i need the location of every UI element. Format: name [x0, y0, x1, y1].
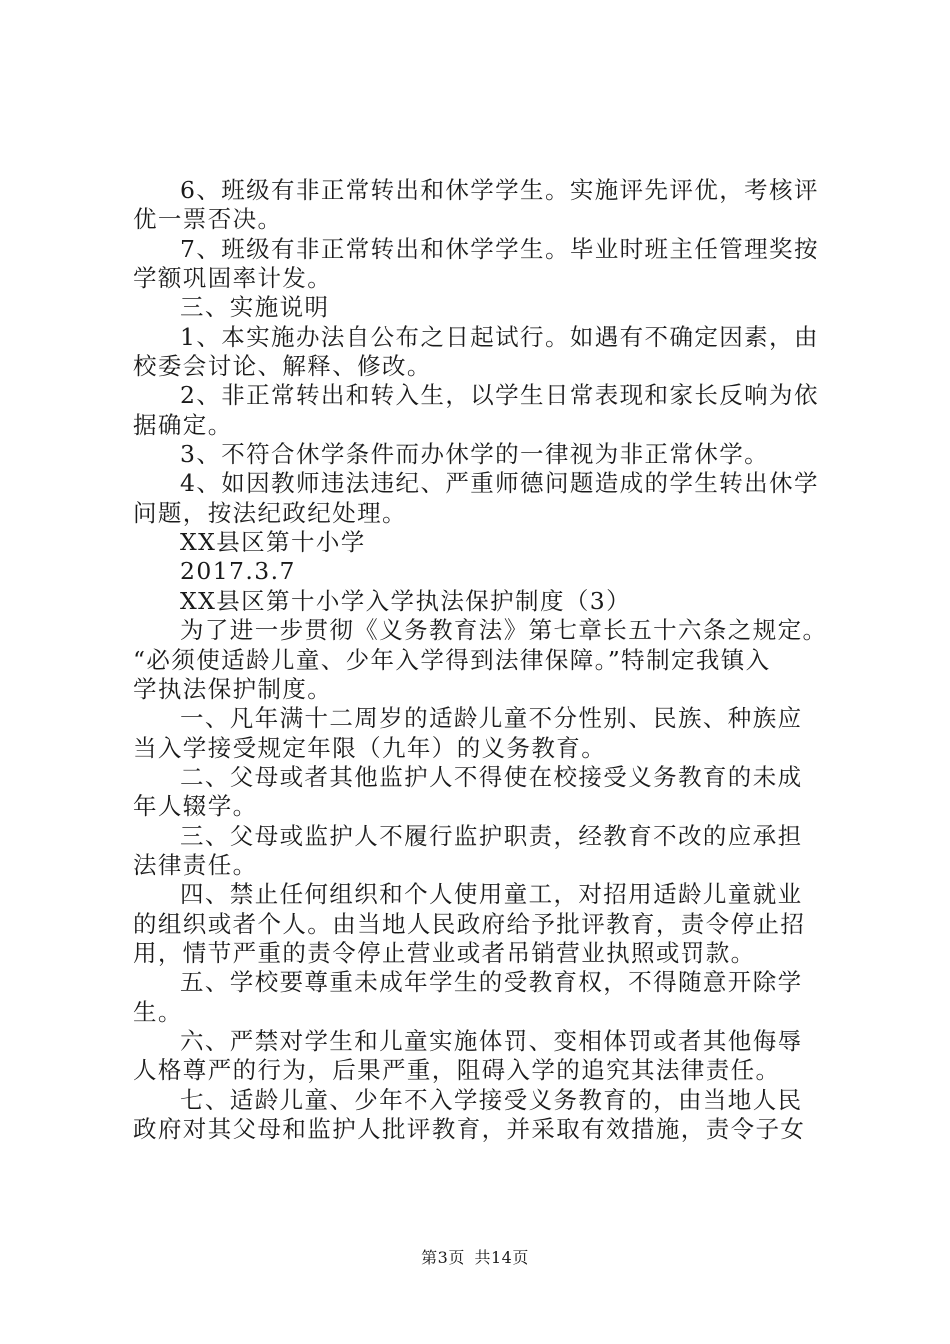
text-line: 三、父母或监护人不履行监护职责，经教育不改的应承担	[180, 821, 803, 850]
document-body	[133, 176, 833, 1144]
text-line: 三、实施说明	[180, 293, 330, 322]
text-line: 六、严禁对学生和儿童实施体罚、变相体罚或者其他侮辱	[180, 1026, 803, 1055]
text-line: 生。	[133, 997, 183, 1026]
page-footer	[0, 1245, 950, 1268]
text-line: 用，情节严重的责令停止营业或者吊销营业执照或罚款。	[133, 938, 756, 967]
text-line: 学额巩固率计发。	[133, 264, 333, 293]
text-line: 校委会讨论、解释、修改。	[133, 352, 432, 381]
text-line: 人格尊严的行为，后果严重，阻碍入学的追究其法律责任。	[133, 1056, 781, 1085]
text-line: 一、凡年满十二周岁的适龄儿童不分性别、民族、种族应	[180, 704, 803, 733]
text-line: XX县区第十小学入学执法保护制度（3）	[180, 586, 632, 615]
text-line: 四、禁止任何组织和个人使用童工，对招用适龄儿童就业	[180, 880, 803, 909]
text-line: 4、如因教师违法违纪、严重师德问题造成的学生转出休学	[180, 469, 819, 498]
text-line: 问题，按法纪政纪处理。	[133, 498, 407, 527]
text-line: 学执法保护制度。	[133, 674, 333, 703]
text-line: 当入学接受规定年限（九年）的义务教育。	[133, 733, 607, 762]
text-line: XX县区第十小学	[180, 528, 366, 557]
text-line: 法律责任。	[133, 850, 258, 879]
text-line: 为了进一步贯彻《义务教育法》第七章长五十六条之规定。	[180, 616, 828, 645]
text-line: 3、不符合休学条件而办休学的一律视为非正常休学。	[180, 440, 770, 469]
text-line: 2、非正常转出和转入生，以学生日常表现和家长反响为依	[180, 381, 819, 410]
text-line: 政府对其父母和监护人批评教育，并采取有效措施，责令子女	[133, 1115, 806, 1143]
text-line: 1、本实施办法自公布之日起试行。如遇有不确定因素，由	[180, 322, 819, 351]
text-line: 二、父母或者其他监护人不得使在校接受义务教育的未成	[180, 762, 803, 791]
text-line: 年人辍学。	[133, 792, 258, 821]
page-number: 第3页	[421, 1248, 465, 1267]
text-line: 6、班级有非正常转出和休学学生。实施评先评优，考核评	[180, 176, 819, 204]
text-line: “必须使适龄儿童、少年入学得到法律保障。”特制定我镇入	[133, 645, 771, 674]
text-line: 的组织或者个人。由当地人民政府给予批评教育，责令停止招	[133, 909, 806, 938]
text-line: 7、班级有非正常转出和休学学生。毕业时班主任管理奖按	[180, 234, 819, 263]
text-line: 优一票否决。	[133, 205, 283, 234]
text-line: 2017.3.7	[180, 557, 296, 586]
page-total: 共14页	[474, 1248, 529, 1267]
text-line: 五、学校要尊重未成年学生的受教育权，不得随意开除学	[180, 968, 803, 997]
text-line: 七、适龄儿童、少年不入学接受义务教育的，由当地人民	[180, 1085, 803, 1114]
text-line: 据确定。	[133, 410, 233, 439]
